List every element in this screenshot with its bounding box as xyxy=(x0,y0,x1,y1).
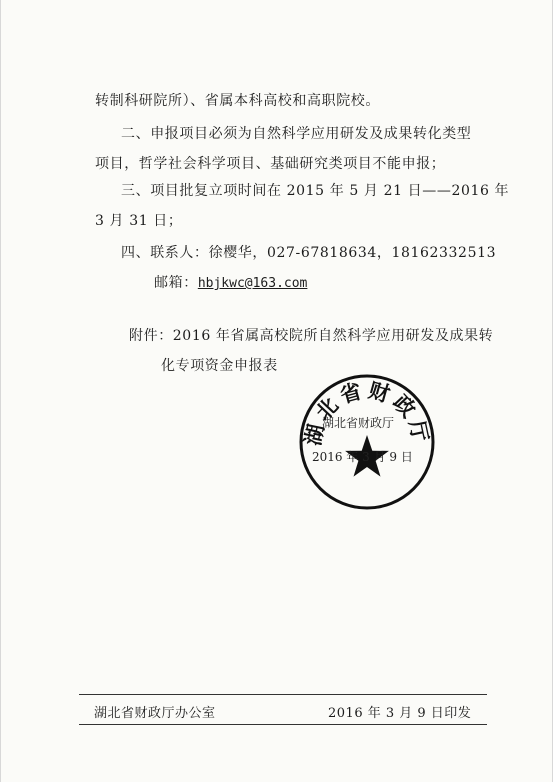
email-label: 邮箱： xyxy=(154,275,198,291)
signature-date: 2016 年 3 月 9 日 xyxy=(312,450,413,464)
email-row xyxy=(154,274,307,293)
footer-bottom-rule xyxy=(79,724,487,725)
footer-top-rule xyxy=(79,694,487,695)
item-4-contact: 四、联系人：徐樱华，027-67818634，18162332513 xyxy=(121,245,497,261)
item-2-line-1: 二、申报项目必须为自然科学应用研发及成果转化类型 xyxy=(121,126,472,142)
footer-issuer: 湖北省财政厅办公室 xyxy=(94,706,216,721)
official-seal xyxy=(297,372,437,512)
item-3-line-2: 3 月 31 日； xyxy=(95,213,183,229)
attachment-line-2: 化专项资金申报表 xyxy=(161,358,278,374)
item-2-line-2: 项目，哲学社会科学项目、基础研究类项目不能申报； xyxy=(95,156,446,172)
email-link[interactable]: hbjkwc@163.com xyxy=(197,276,308,291)
attachment-line-1: 附件：2016 年省属高校院所自然科学应用研发及成果转 xyxy=(129,328,494,344)
item-3-line-1: 三、项目批复立项时间在 2015 年 5 月 21 日——2016 年 xyxy=(121,183,510,199)
seal-arc-text: 湖北省财政厅 xyxy=(299,377,435,448)
footer-print-date: 2016 年 3 月 9 日印发 xyxy=(328,706,472,721)
body-line-1: 转制科研院所）、省属本科高校和高职院校。 xyxy=(95,93,380,109)
signature-org: 湖北省财政厅 xyxy=(322,416,395,430)
